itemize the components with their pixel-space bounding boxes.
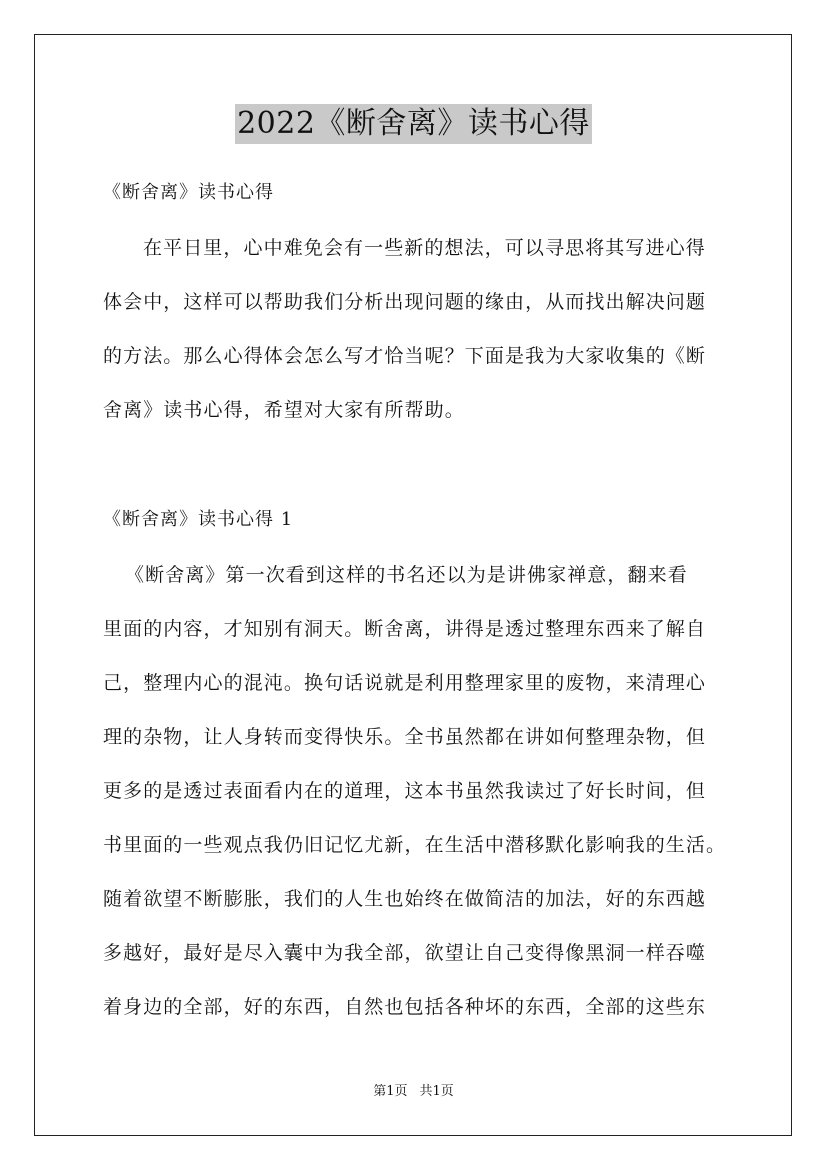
- title-container: [0, 104, 827, 144]
- paragraph-line: 书里面的一些观点我仍旧记忆尤新，在生活中潜移默化影响我的生活。: [103, 834, 727, 856]
- intro-heading: 《断舍离》读书心得: [103, 182, 274, 203]
- paragraph-line: 随着欲望不断膨胀，我们的人生也始终在做简洁的加法，好的东西越: [103, 888, 707, 910]
- paragraph-line: 理的杂物，让人身转而变得快乐。全书虽然都在讲如何整理杂物，但: [103, 726, 707, 748]
- paragraph-line: 在平日里，心中难免会有一些新的想法，可以寻思将其写进心得: [143, 237, 706, 259]
- page-number: 第1页: [373, 1084, 408, 1099]
- section-paragraph: [103, 563, 743, 1049]
- page-total: 共1页: [419, 1084, 454, 1099]
- page-footer: [0, 1084, 827, 1100]
- paragraph-line: 己，整理内心的混沌。换句话说就是利用整理家里的废物，来清理心: [103, 672, 707, 694]
- paragraph-line: 《断舍离》第一次看到这样的书名还以为是讲佛家禅意，翻来看: [125, 564, 688, 586]
- paragraph-line: 舍离》读书心得，希望对大家有所帮助。: [103, 399, 465, 421]
- paragraph-line: 的方法。那么心得体会怎么写才恰当呢？下面是我为大家收集的《断: [103, 345, 707, 367]
- intro-paragraph: [103, 236, 743, 452]
- paragraph-line: 里面的内容，才知别有洞天。断舍离，讲得是透过整理东西来了解自: [103, 618, 707, 640]
- section-heading: 《断舍离》读书心得 1: [103, 509, 294, 530]
- paragraph-line: 着身边的全部，好的东西，自然也包括各种坏的东西，全部的这些东: [103, 996, 707, 1018]
- paragraph-line: 体会中，这样可以帮助我们分析出现问题的缘由，从而找出解决问题: [103, 291, 707, 313]
- document-title: 2022《断舍离》读书心得: [235, 104, 592, 144]
- paragraph-line: 更多的是透过表面看内在的道理，这本书虽然我读过了好长时间，但: [103, 780, 707, 802]
- paragraph-line: 多越好，最好是尽入囊中为我全部，欲望让自己变得像黑洞一样吞噬: [103, 942, 707, 964]
